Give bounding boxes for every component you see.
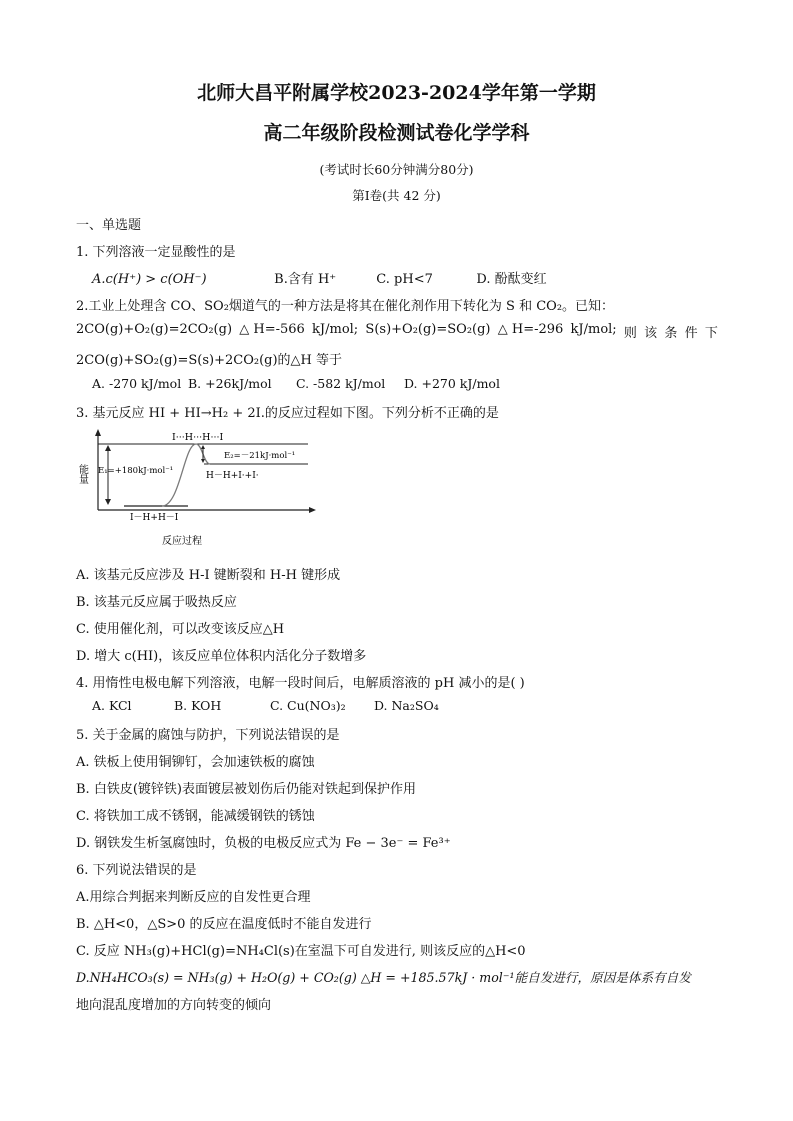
q1-option-b: B.含有 H⁺	[274, 272, 337, 287]
q6-option-d-line2: 地向混乱度增加的方向转变的倾向	[76, 998, 272, 1013]
q3-option-c: C. 使用催化剂，可以改变该反应△H	[76, 622, 285, 637]
q2-word5: 下	[704, 326, 718, 341]
volume-label: 第Ⅰ卷(共 42 分)	[352, 188, 441, 203]
x-axis-label: 反应过程	[162, 536, 202, 547]
q3-option-b: B. 该基元反应属于吸热反应	[76, 595, 237, 610]
q1-option-c: C. pH<7	[376, 272, 433, 287]
q4-option-c: C. Cu(NO₃)₂	[269, 698, 346, 713]
transition-state-label: I···H···H···I	[172, 432, 224, 443]
q3-option-a: A. 该基元反应涉及 H-I 键断裂和 H-H 键形成	[76, 568, 341, 583]
q6-option-b: B. △H<0，△S>0 的反应在温度低时不能自发进行	[76, 917, 372, 932]
q5-stem: 5. 关于金属的腐蚀与防护，下列说法错误的是	[76, 728, 340, 743]
q6-option-c: C. 反应 NH₃(g)+HCl(g)=NH₄Cl(s)在室温下可自发进行, 则该反应的△H<0	[76, 944, 526, 959]
reactants-label: I－H+H－I	[130, 513, 179, 523]
q2-line3: 2CO(g)+SO₂(g)=S(s)+2CO₂(g)的△H 等于	[76, 353, 342, 368]
section-heading: 一、单选题	[76, 218, 142, 233]
x-axis-arrow	[309, 507, 316, 513]
q2-dh1: △ H=-566	[239, 322, 305, 337]
q2-word3: 条	[664, 326, 678, 341]
q4-option-b: B. KOH	[173, 698, 222, 713]
q2-word1: 则	[623, 326, 637, 341]
e1-arrow-head-up	[105, 445, 111, 451]
q3-stem: 3. 基元反应 HI + HI→H₂ + 2I.的反应过程如下图。下列分析不正确的是	[76, 406, 499, 421]
q5-option-b: B. 白铁皮(镀锌铁)表面镀层被划伤后仍能对铁起到保护作用	[76, 782, 416, 797]
y-axis-label: 能量	[76, 464, 88, 484]
q6-option-a: A.用综合判据来判断反应的自发性更合理	[76, 890, 311, 905]
q6-option-d-line1: D.NH₄HCO₃(s) = NH₃(g) + H₂O(g) + CO₂(g) △H = +185.57kJ · mol⁻¹能自发进行，原因是体系有自发	[76, 970, 691, 985]
q2-eq2: S(s)+O₂(g)=SO₂(g)	[365, 322, 491, 337]
q2-dh2: △ H=-296	[497, 322, 564, 337]
q2-line2	[76, 322, 718, 341]
q6-stem: 6. 下列说法错误的是	[76, 863, 197, 878]
e2-arrow-head-down	[201, 459, 205, 463]
q1-stem: 1. 下列溶液一定显酸性的是	[76, 245, 236, 260]
products-label: H－H+I·+I·	[206, 471, 259, 481]
q4-option-a: A. KCl	[92, 698, 132, 713]
e2-label: E₂=－21kJ·mol⁻¹	[224, 451, 296, 461]
q4-option-d: D. Na₂SO₄	[373, 698, 439, 713]
y-axis-arrow	[95, 429, 101, 436]
q2-option-b: B. +26kJ/mol	[187, 376, 272, 391]
e1-label: E₁=+180kJ·mol⁻¹	[98, 466, 174, 476]
energy-diagram	[76, 426, 326, 554]
school-title: 北师大昌平附属学校2023-2024学年第一学期	[197, 82, 596, 104]
q5-option-a: A. 铁板上使用铜铆钉，会加速铁板的腐蚀	[76, 755, 315, 770]
q2-unit1: kJ/mol;	[312, 322, 359, 337]
q2-option-d: D. +270 kJ/mol	[403, 376, 500, 391]
e1-arrow-head-down	[105, 499, 111, 505]
q5-option-d: D. 钢铁发生析氢腐蚀时，负极的电极反应式为 Fe − 3e⁻ = Fe³⁺	[76, 836, 451, 851]
q1-option-d: D. 酚酞变红	[476, 272, 547, 287]
q1-option-a: A.c(H⁺) > c(OH⁻)	[92, 272, 207, 287]
q2-word2: 该	[644, 326, 658, 341]
exam-info: (考试时长60分钟满分80分)	[319, 162, 474, 177]
q3-option-d: D. 增大 c(HI)，该反应单位体积内活化分子数增多	[76, 649, 367, 664]
q2-option-a: A. -270 kJ/mol	[92, 376, 182, 391]
q4-stem: 4. 用惰性电极电解下列溶液，电解一段时间后，电解质溶液的 pH 减小的是( )	[76, 676, 525, 691]
q2-unit2: kJ/mol;	[570, 322, 617, 337]
q2-word4: 件	[684, 326, 698, 341]
e2-arrow-head-up	[201, 445, 205, 449]
q2-eq1: 2CO(g)+O₂(g)=2CO₂(g)	[76, 322, 233, 337]
q2-options	[92, 376, 500, 391]
q5-option-c: C. 将铁加工成不锈钢，能减缓钢铁的锈蚀	[76, 809, 315, 824]
exam-title: 高二年级阶段检测试卷化学学科	[263, 122, 530, 144]
q2-option-c: C. -582 kJ/mol	[295, 376, 386, 391]
q4-options	[92, 698, 439, 713]
q2-line1: 2.工业上处理含 CO、SO₂烟道气的一种方法是将其在催化剂作用下转化为 S 和 CO₂。已知：	[76, 299, 615, 314]
q1-options	[92, 268, 547, 287]
